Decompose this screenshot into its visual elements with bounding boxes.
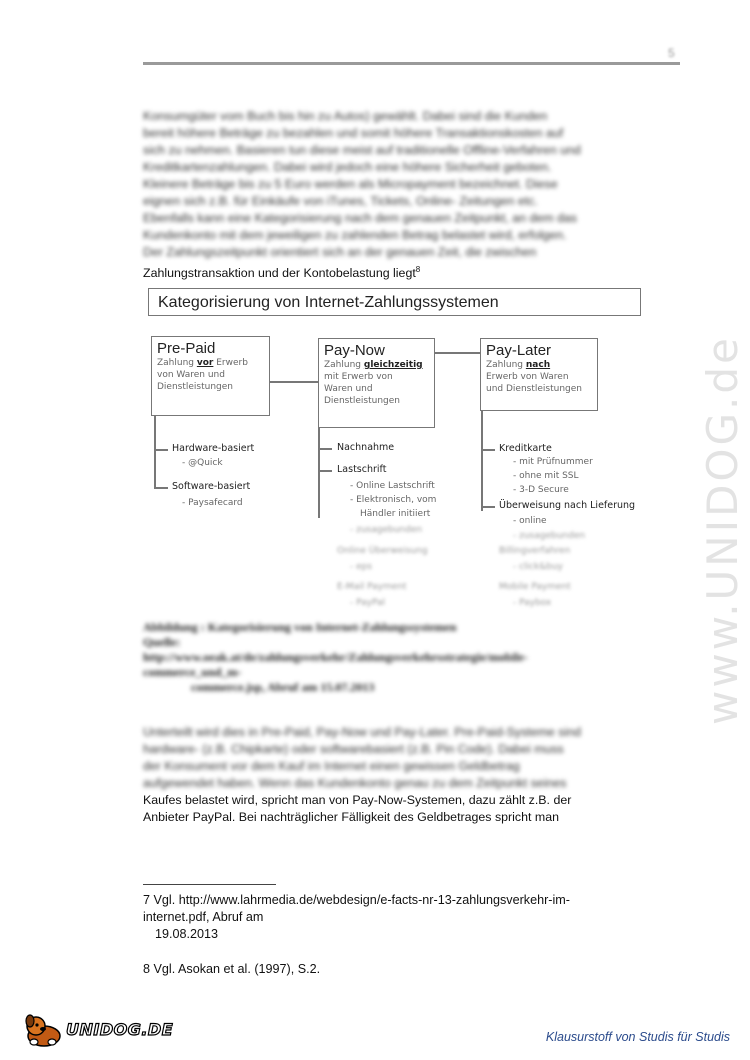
box-desc: Zahlung vor Erwerb <box>157 358 248 368</box>
category-item: Software-basiert <box>172 481 251 492</box>
footnote-line: internet.pdf, Abruf am <box>143 910 264 924</box>
box-desc: Dienstleistungen <box>157 382 234 392</box>
caption-line: commerce.jsp, Abruf am 15.07.2013 <box>191 680 375 694</box>
box-desc: und Dienstleistungen <box>486 384 582 394</box>
page-number: 5 <box>668 46 675 60</box>
box-title: Pre-Paid <box>157 340 216 357</box>
footnote-line: 7 Vgl. http://www.lahrmedia.de/webdesign/e-facts-nr-13-zahlungsverkehr-im- <box>143 893 570 907</box>
text-line: sich zu nehmen. Basieren tun diese meist auf traditionelle Offline-Verfahren und <box>143 143 581 157</box>
category-subitem: Händler initiiert <box>360 509 431 519</box>
category-subitem: - online <box>513 516 547 526</box>
category-subitem: - mit Prüfnummer <box>513 457 593 467</box>
text-line: Kundenkonto mit dem jeweiligen zu zahlenden Betrag belastet wird, erfolgen. <box>143 228 567 242</box>
category-item: Überweisung nach Lieferung <box>499 500 636 511</box>
text-line: hardware- (z.B. Chipkarte) oder softwarebasiert (z.B. Pin Code). Dabei muss <box>143 742 564 756</box>
text-line: Kreditkartenzahlungen. Dabei wird jedoch eine höhere Sicherheit geboten. <box>143 160 552 174</box>
footer-tagline: Klausurstoff von Studis für Studis <box>545 1030 730 1044</box>
category-subitem-faded: - zusagebunden <box>350 525 423 535</box>
figure-caption <box>143 620 603 695</box>
diagram-figure <box>140 284 650 614</box>
caption-line: commerce_und_m- <box>143 665 242 679</box>
box-prepaid <box>151 336 270 416</box>
footnote-7 <box>143 892 570 943</box>
box-desc: Dienstleistungen <box>324 396 401 406</box>
category-subitem-faded: - eps <box>350 562 373 572</box>
text-line: Konsumgüter vom Buch bis hin zu Autos) gewählt. Dabei sind die Kunden <box>143 109 548 123</box>
category-subitem-faded: - Paybox <box>513 598 552 608</box>
tree-line <box>154 449 168 451</box>
category-item-faded: Mobile Payment <box>499 582 571 592</box>
header-rule <box>143 62 680 65</box>
text-line: bereit höhere Beträge zu bezahlen und somit höhere Transaktionskosten auf <box>143 126 564 140</box>
tree-line <box>318 448 332 450</box>
tree-line <box>318 428 320 518</box>
category-item-faded: Online Überweisung <box>337 546 428 556</box>
paragraph-1 <box>143 108 680 282</box>
category-subitem: - Paysafecard <box>182 498 243 508</box>
text-line: eignen sich z.B. für Einkäufe von iTunes, Tickets, Online- Zeitungen etc. <box>143 194 538 208</box>
box-paynow <box>318 338 435 428</box>
footnote-line: 19.08.2013 <box>155 927 219 941</box>
caption-line: Quelle: <box>143 635 181 649</box>
footnote-rule <box>143 884 276 885</box>
box-desc: Zahlung nach <box>486 360 551 370</box>
category-subitem: - ohne mit SSL <box>513 471 579 481</box>
tree-line <box>154 416 156 488</box>
box-title: Pay-Later <box>486 342 552 359</box>
dog-mascot-icon <box>22 1012 66 1048</box>
footnote-ref[interactable]: 8 <box>415 265 421 274</box>
footnote-8: 8 Vgl. Asokan et al. (1997), S.2. <box>143 962 321 976</box>
category-item: Lastschrift <box>337 464 387 475</box>
logo-text: UNIDOG.DE <box>66 1020 174 1039</box>
figure-title: Kategorisierung von Internet-Zahlungssystemen <box>148 288 641 316</box>
category-item-faded: E-Mail Payment <box>337 582 407 592</box>
connector-line <box>433 352 481 354</box>
text-line-visible: Anbieter PayPal. Bei nachträglicher Fälligkeit des Geldbetrages spricht man <box>143 810 559 824</box>
category-subitem-faded: - zusagebunden <box>513 531 586 541</box>
text-line: aufgewendet haben. Wenn das Kundenkonto genau zu dem Zeitpunkt seines <box>143 776 567 790</box>
box-desc: Waren und <box>324 384 373 394</box>
unidog-logo[interactable] <box>22 1012 174 1048</box>
text-line: Kleinere Beträge bis zu 5 Euro werden als Micropayment bezeichnet. Diese <box>143 177 558 191</box>
caption-line: http://www.oeak.at/de/zahlungsverkehr/Zahlungsverkehrsstrategie/mobile- <box>143 650 528 664</box>
tree-line <box>154 487 168 489</box>
category-item: Nachnahme <box>337 442 395 453</box>
caption-line: Abbildung : Kategorisierung von Internet-Zahlungssystemen <box>143 620 457 634</box>
tree-line <box>481 449 495 451</box>
box-desc: Erwerb von Waren <box>486 372 569 382</box>
category-item-faded: Billingverfahren <box>499 546 571 556</box>
text-line: Unterteilt wird dies in Pre-Paid, Pay-Now und Pay-Later. Pre-Paid-Systeme sind <box>143 725 581 739</box>
box-paylater <box>480 338 598 411</box>
category-subitem-faded: - PayPal <box>350 598 386 608</box>
text-line: Ebenfalls kann eine Kategorisierung nach dem genauen Zeitpunkt, an dem das <box>143 211 577 225</box>
category-item: Hardware-basiert <box>172 443 255 454</box>
watermark: www.UNIDOG.de <box>698 335 747 725</box>
category-subitem-faded: - click&buy <box>513 562 563 572</box>
category-subitem: - Online Lastschrift <box>350 481 435 491</box>
text-line: der Konsument vor dem Kauf im Internet einen gewissen Geldbetrag <box>143 759 520 773</box>
tree-line <box>481 506 495 508</box>
category-item: Kreditkarte <box>499 443 552 454</box>
box-desc: von Waren und <box>157 370 225 380</box>
text-line-visible: Zahlungstransaktion und der Kontobelastung liegt$^8$ <box>143 265 421 281</box>
category-subitem: - 3-D Secure <box>513 485 569 495</box>
box-desc: Zahlung gleichzeitig <box>324 360 423 370</box>
text-line-visible: Kaufes belastet wird, spricht man von Pay-Now-Systemen, dazu zählt z.B. der <box>143 793 572 807</box>
category-subitem: - Elektronisch, vom <box>350 495 437 505</box>
category-subitem: - @Quick <box>182 458 223 468</box>
text-line: Der Zahlungszeitpunkt orientiert sich an der genauen Zeit, die zwischen <box>143 245 537 259</box>
box-title: Pay-Now <box>324 342 385 359</box>
tree-line <box>318 470 332 472</box>
connector-line <box>270 381 320 383</box>
paragraph-2 <box>143 724 680 826</box>
tree-line <box>481 411 483 511</box>
box-desc: mit Erwerb von <box>324 372 393 382</box>
